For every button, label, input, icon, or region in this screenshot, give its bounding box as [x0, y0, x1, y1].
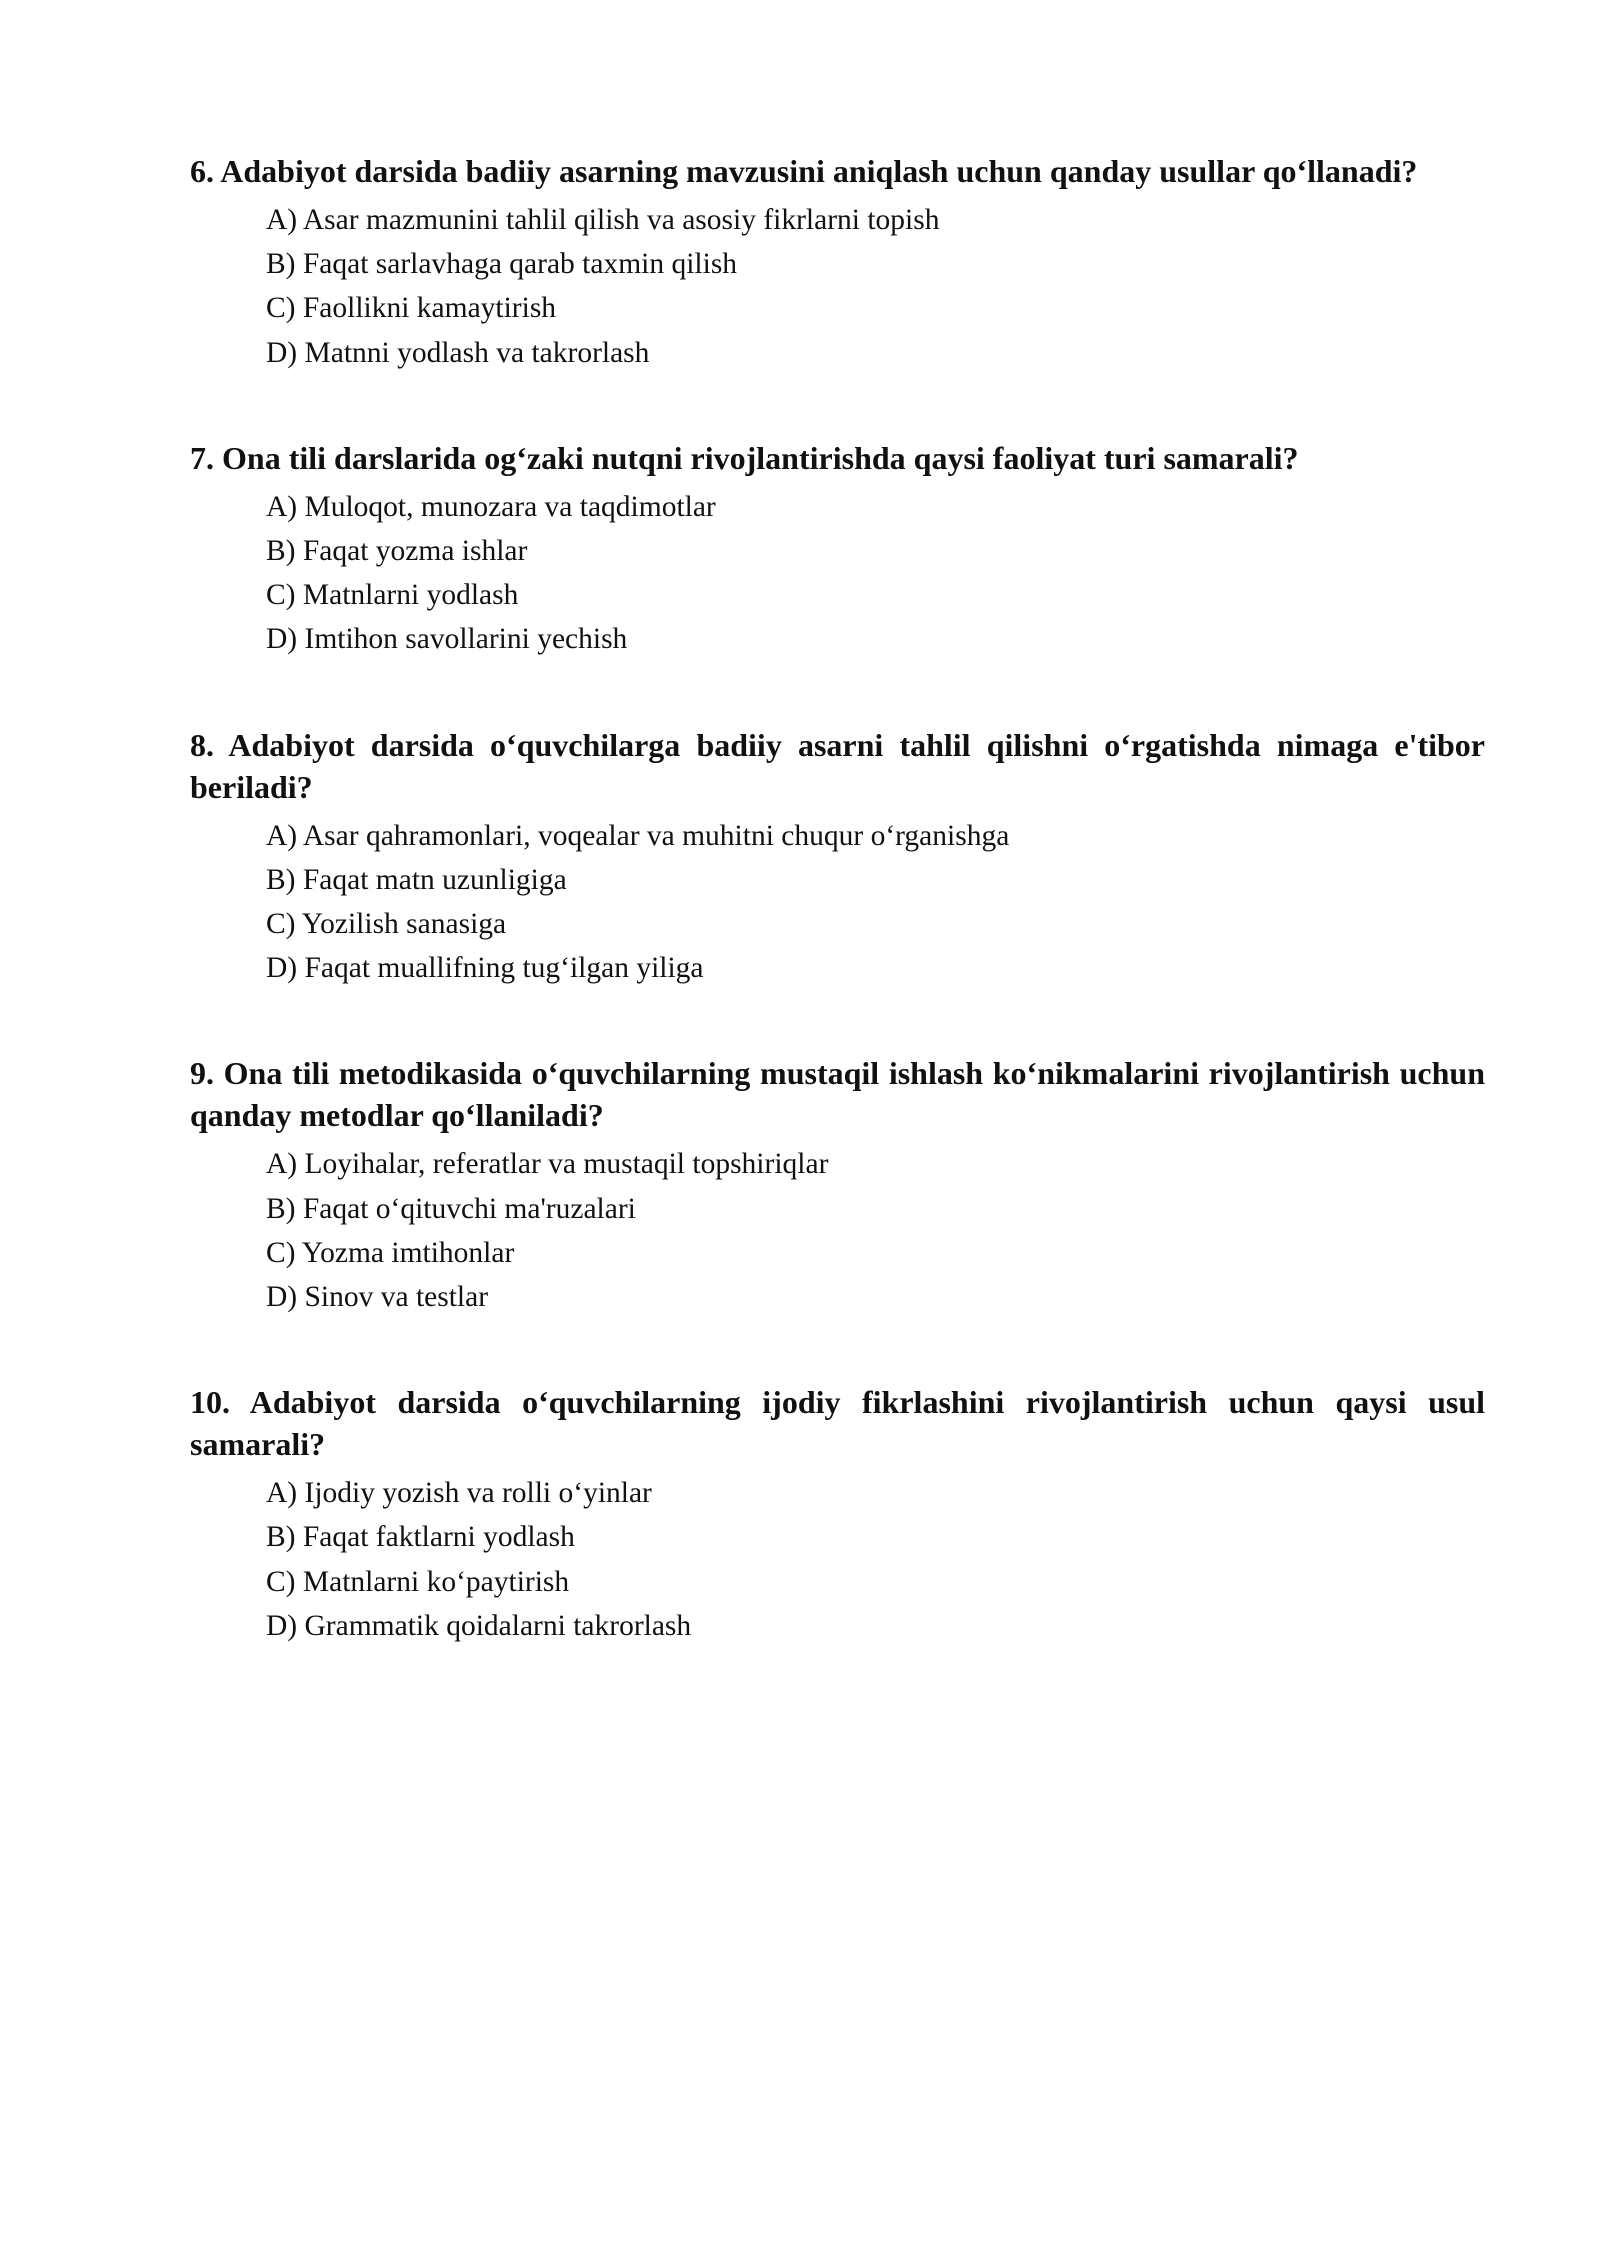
question-6 [190, 150, 1485, 375]
option-b: B) Faqat yozma ishlar [266, 535, 528, 568]
option-b: B) Faqat o‘qituvchi ma'ruzalari [266, 1192, 636, 1225]
option-a: A) Loyihalar, referatlar va mustaqil topshiriqlar [266, 1148, 829, 1181]
option-list [190, 1471, 1485, 1648]
document-page [190, 150, 1485, 1710]
question-text: 9. Ona tili metodikasida o‘quvchilarning mustaqil ishlash ko‘nikmalarini rivojlantirish uchun qanday metodlar qo‘llaniladi? [190, 1055, 1485, 1134]
question-text: 6. Adabiyot darsida badiiy asarning mavzusini aniqlash uchun qanday usullar qo‘llanadi? [190, 153, 1418, 189]
option-c: C) Yozilish sanasiga [266, 908, 507, 941]
question-9 [190, 1052, 1485, 1319]
option-c: C) Yozma imtihonlar [266, 1236, 515, 1269]
question-text: 10. Adabiyot darsida o‘quvchilarning ijodiy fikrlashini rivojlantirish uchun qaysi usul samarali? [190, 1384, 1485, 1463]
option-a: A) Ijodiy yozish va rolli o‘yinlar [266, 1477, 652, 1510]
option-c: C) Matnlarni ko‘paytirish [266, 1565, 570, 1598]
option-d: D) Imtihon savollarini yechish [266, 623, 628, 656]
question-text: 7. Ona tili darslarida og‘zaki nutqni rivojlantirishda qaysi faoliyat turi samarali? [190, 439, 1299, 476]
question-7 [190, 437, 1485, 662]
option-a: A) Asar mazmunini tahlil qilish va asosiy fikrlarni topish [266, 204, 940, 236]
option-a: A) Asar qahramonlari, voqealar va muhitni chuqur o‘rganishga [266, 819, 1010, 852]
question-text: 8. Adabiyot darsida o‘quvchilarga badiiy asarni tahlil qilishni o‘rgatishda nimaga e'tibor beriladi? [190, 726, 1485, 805]
option-list [190, 485, 1485, 662]
option-list [190, 1142, 1485, 1319]
option-list [190, 198, 1485, 375]
question-8 [190, 724, 1485, 991]
question-10 [190, 1381, 1485, 1648]
option-d: D) Sinov va testlar [266, 1281, 489, 1314]
option-b: B) Faqat matn uzunligiga [266, 863, 567, 896]
option-c: C) Matnlarni yodlash [266, 579, 519, 612]
option-d: D) Faqat muallifning tug‘ilgan yiliga [266, 952, 704, 985]
option-d: D) Grammatik qoidalarni takrorlash [266, 1609, 692, 1642]
option-list [190, 814, 1485, 991]
option-c: C) Faollikni kamaytirish [266, 292, 557, 325]
option-b: B) Faqat sarlavhaga qarab taxmin qilish [266, 248, 738, 281]
option-d: D) Matnni yodlash va takrorlash [266, 336, 650, 369]
option-b: B) Faqat faktlarni yodlash [266, 1521, 575, 1554]
option-a: A) Muloqot, munozara va taqdimotlar [266, 490, 716, 523]
